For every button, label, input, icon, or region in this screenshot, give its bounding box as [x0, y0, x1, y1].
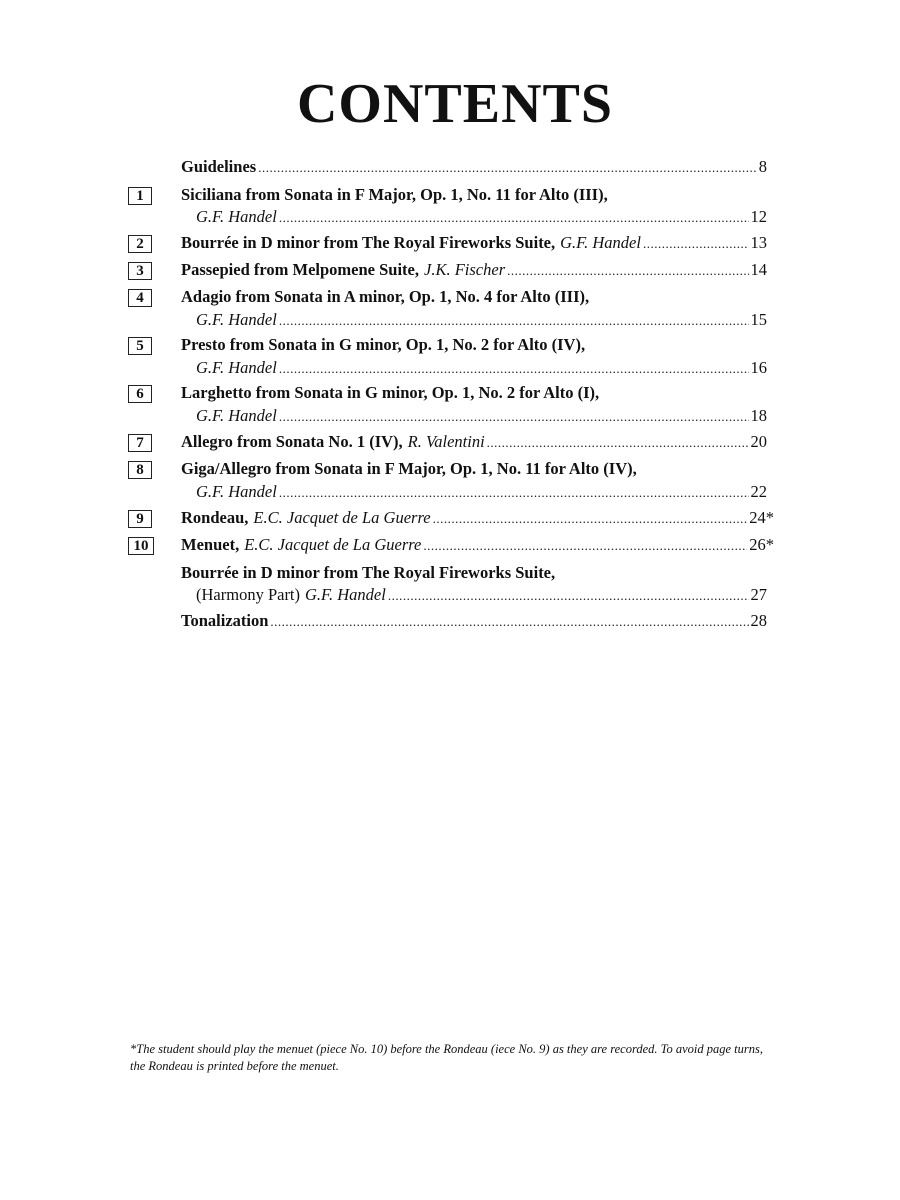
page-number: 13: [750, 233, 767, 252]
composer: G.F. Handel: [196, 207, 277, 226]
entry-title: Adagio from Sonata in A minor, Op. 1, No. 4 for Alto (III),: [181, 287, 590, 306]
footnote: *The student should play the menuet (piece No. 10) before the Rondeau (iece No. 9) as they are recorded. To avoid page turns, the Rondeau is printed before the menuet.: [130, 1042, 763, 1073]
dot-leader: [279, 407, 749, 427]
dot-leader: [258, 158, 757, 178]
entry-title: Giga/Allegro from Sonata in F Major, Op. 1, No. 11 for Alto (IV),: [181, 459, 637, 478]
composer: G.F. Handel: [196, 482, 277, 501]
piece-number-box: 4: [128, 289, 152, 307]
piece-number-box: 5: [128, 337, 152, 355]
dot-leader: [270, 612, 748, 632]
dot-leader: [279, 311, 749, 331]
dot-leader: [643, 234, 749, 254]
page-number: 15: [750, 310, 767, 329]
page-number: 24*: [749, 508, 774, 527]
page-number: 18: [750, 406, 767, 425]
dot-leader: [279, 483, 749, 503]
entry-title: Guidelines: [181, 157, 257, 176]
entry-title: Siciliana from Sonata in F Major, Op. 1, No. 11 for Alto (III),: [181, 185, 608, 204]
entry-title: Allegro from Sonata No. 1 (IV),: [181, 432, 403, 451]
page-number: 20: [750, 432, 767, 451]
composer: G.F. Handel: [305, 585, 386, 604]
piece-number-box: 7: [128, 434, 152, 452]
entry-title: Menuet,: [181, 535, 240, 554]
dot-leader: [279, 359, 749, 379]
entry-title: Bourrée in D minor from The Royal Fireworks Suite,: [181, 233, 556, 252]
composer: J.K. Fischer: [424, 260, 506, 279]
piece-number-box: 10: [128, 537, 154, 555]
composer: E.C. Jacquet de La Guerre: [253, 508, 431, 527]
entry-title: Tonalization: [181, 611, 269, 630]
composer: R. Valentini: [407, 432, 485, 451]
page-number: 16: [750, 358, 767, 377]
piece-number-box: 2: [128, 235, 152, 253]
dot-leader: [487, 433, 749, 453]
page-number: 26*: [749, 535, 774, 554]
entry-title: Passepied from Melpomene Suite,: [181, 260, 420, 279]
page-number: 22: [750, 482, 767, 501]
composer: G.F. Handel: [560, 233, 641, 252]
entry-title: Bourrée in D minor from The Royal Fireworks Suite,: [181, 563, 556, 582]
page-number: 28: [750, 611, 767, 630]
page-title: CONTENTS: [296, 73, 614, 135]
page-number: 27: [750, 585, 767, 604]
piece-number-box: 8: [128, 461, 152, 479]
entry-title: Larghetto from Sonata in G minor, Op. 1, No. 2 for Alto (I),: [181, 383, 600, 402]
dot-leader: [507, 261, 748, 281]
piece-number-box: 6: [128, 385, 152, 403]
composer: G.F. Handel: [196, 310, 277, 329]
composer: E.C. Jacquet de La Guerre: [244, 535, 422, 554]
composer: G.F. Handel: [196, 406, 277, 425]
entry-title: Presto from Sonata in G minor, Op. 1, No. 2 for Alto (IV),: [181, 335, 586, 354]
piece-number-box: 3: [128, 262, 152, 280]
dot-leader: [388, 586, 749, 606]
page-number: 8: [758, 157, 767, 176]
dot-leader: [279, 208, 749, 228]
dot-leader: [433, 509, 748, 529]
composer: G.F. Handel: [196, 358, 277, 377]
entry-title: Rondeau,: [181, 508, 249, 527]
page-number: 14: [750, 260, 767, 279]
piece-number-box: 9: [128, 510, 152, 528]
page-number: 12: [750, 207, 767, 226]
part-note: (Harmony Part): [196, 585, 301, 604]
piece-number-box: 1: [128, 187, 152, 205]
dot-leader: [423, 536, 747, 556]
